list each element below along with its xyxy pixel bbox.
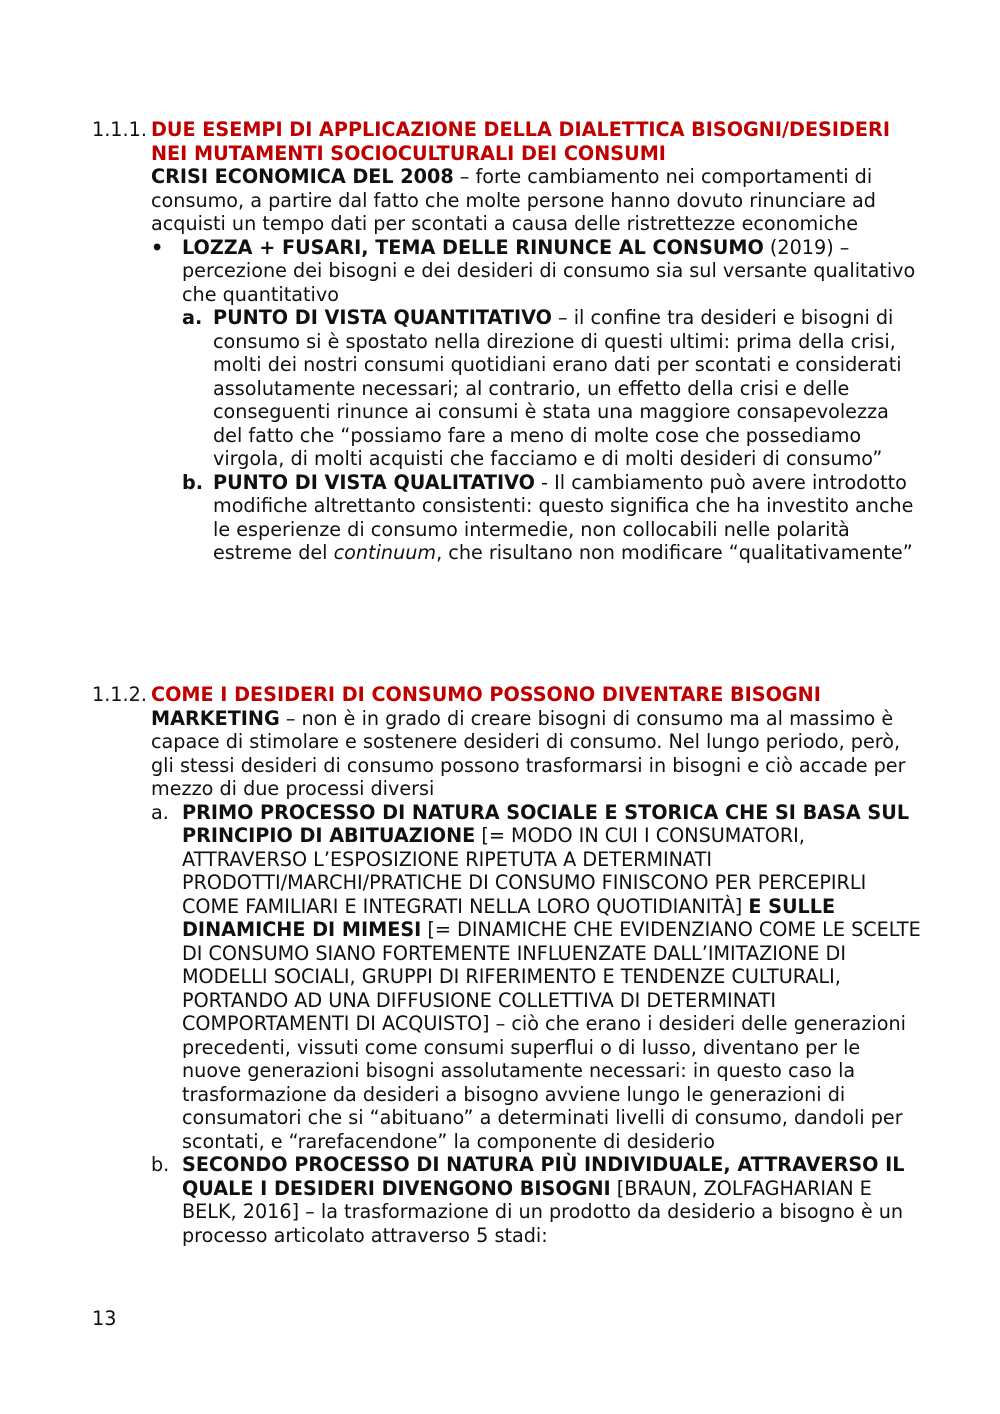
section-1-1-2 <box>92 683 922 1247</box>
intro-bold: CRISI ECONOMICA DEL 2008 <box>151 165 454 188</box>
item-bold: SECONDO PROCESSO DI NATURA PIÙ INDIVIDUALE, ATTRAVERSO IL QUALE I DESIDERI DIVENGONO BISOGNI <box>182 1153 905 1200</box>
intro-text: – non è in grado di creare bisogni di consumo ma al massimo è capace di stimolare e sostenere desideri di consumo. Nel lungo periodo, però, gli stessi desideri di consumo possono trasformarsi in bisogni e ciò accade per mezzo di due processi diversi <box>151 706 906 800</box>
intro-bold: MARKETING <box>151 706 280 730</box>
list-item-b <box>151 1153 922 1247</box>
list-item-b <box>182 471 922 565</box>
list-marker: b. <box>151 1153 170 1176</box>
item-text: , che risultano non modificare “qualitativamente” <box>436 541 913 564</box>
section-1-1-1 <box>92 118 922 565</box>
list-item-a <box>182 306 922 471</box>
section-heading: DUE ESEMPI DI APPLICAZIONE DELLA DIALETTICA BISOGNI/DESIDERI NEI MUTAMENTI SOCIOCULTURALI DEI CONSUMI <box>151 118 890 165</box>
list-marker: a. <box>151 800 169 824</box>
item-bold: PRIMO PROCESSO DI NATURA SOCIALE E STORICA CHE SI BASA SUL PRINCIPIO DI ABITUAZIONE <box>182 800 910 847</box>
item-text: - Il cambiamento può avere introdotto modifiche altrettanto consistenti: questo significa che ha investito anche le esperienze di consumo intermedie, non collocabili nelle polarità estreme del <box>213 470 914 564</box>
bullet-item <box>151 236 922 565</box>
item-text: [= MODO IN CUI I CONSUMATORI, ATTRAVERSO L’ESPOSIZIONE RIPETUTA A DETERMINATI PRODOTTI/MARCHI/PRATICHE DI CONSUMO FINISCONO PER PERCEPIRLI COME FAMILIARI E INTEGRATI NELLA LORO QUOTIDIANITÀ] <box>182 824 867 918</box>
bullet-bold: LOZZA + FUSARI, TEMA DELLE RINUNCE AL CONSUMO <box>182 235 764 259</box>
item-text: [BRAUN, ZOLFAGHARIAN E BELK, 2016] – la trasformazione di un prodotto da desiderio a bisogno è un processo articolato attraverso 5 stadi: <box>182 1176 904 1247</box>
intro-text: – forte cambiamento nei comportamenti di consumo, a partire dal fatto che molte persone hanno dovuto rinunciare ad acquisti un tempo dati per scontati a causa delle ristrettezze economiche <box>151 165 876 235</box>
list-item-a <box>151 801 922 1154</box>
section-intro <box>151 707 922 801</box>
section-intro <box>151 165 922 236</box>
section-heading: COME I DESIDERI DI CONSUMO POSSONO DIVENTARE BISOGNI <box>151 683 821 706</box>
item-bold: E SULLE DINAMICHE DI MIMESI <box>182 894 836 941</box>
item-bold: PUNTO DI VISTA QUANTITATIVO <box>213 306 552 329</box>
bullet-text: (2019) – percezione dei bisogni e dei desideri di consumo sia sul versante qualitativo che quantitativo <box>182 235 916 306</box>
section-number: 1.1.2. <box>92 683 147 706</box>
item-italic: continuum <box>333 541 437 564</box>
section-number: 1.1.1. <box>92 118 147 141</box>
list-marker: b. <box>182 470 204 494</box>
item-text: – il confine tra desideri e bisogni di consumo si è spostato nella direzione di questi ultimi: prima della crisi, molti dei nostri consumi quotidiani erano dati per scontati e considerati assolutamente necessari; al contrario, un effetto della crisi e delle conseguenti rinunce ai consumi è stata una maggiore consapevolezza del fatto che “possiamo fare a meno di molte cose che possediamo virgola, di molti acquisti che facciamo e di molti desideri di consumo” <box>213 306 902 470</box>
bullet-marker: • <box>151 235 164 259</box>
item-bold: PUNTO DI VISTA QUALITATIVO <box>213 470 535 494</box>
item-text: [= DINAMICHE CHE EVIDENZIANO COME LE SCELTE DI CONSUMO SIANO FORTEMENTE INFLUENZATE DALL’IMITAZIONE DI MODELLI SOCIALI, GRUPPI DI RIFERIMENTO E TENDENZE CULTURALI, PORTANDO AD UNA DIFFUSIONE COLLETTIVA DI DETERMINATI COMPORTAMENTI DI ACQUISTO] – ciò che erano i desideri delle generazioni precedenti, vissuti come consumi superflui o di lusso, diventano per le nuove generazioni bisogni assolutamente necessari: in questo caso la trasformazione da desideri a bisogno avviene lungo le generazioni di consumatori che si “abituano” a determinati livelli di consumo, dandoli per scontati, e “rarefacendone” la componente di desiderio <box>182 918 921 1153</box>
list-marker: a. <box>182 306 203 329</box>
page-number: 13 <box>92 1307 117 1330</box>
